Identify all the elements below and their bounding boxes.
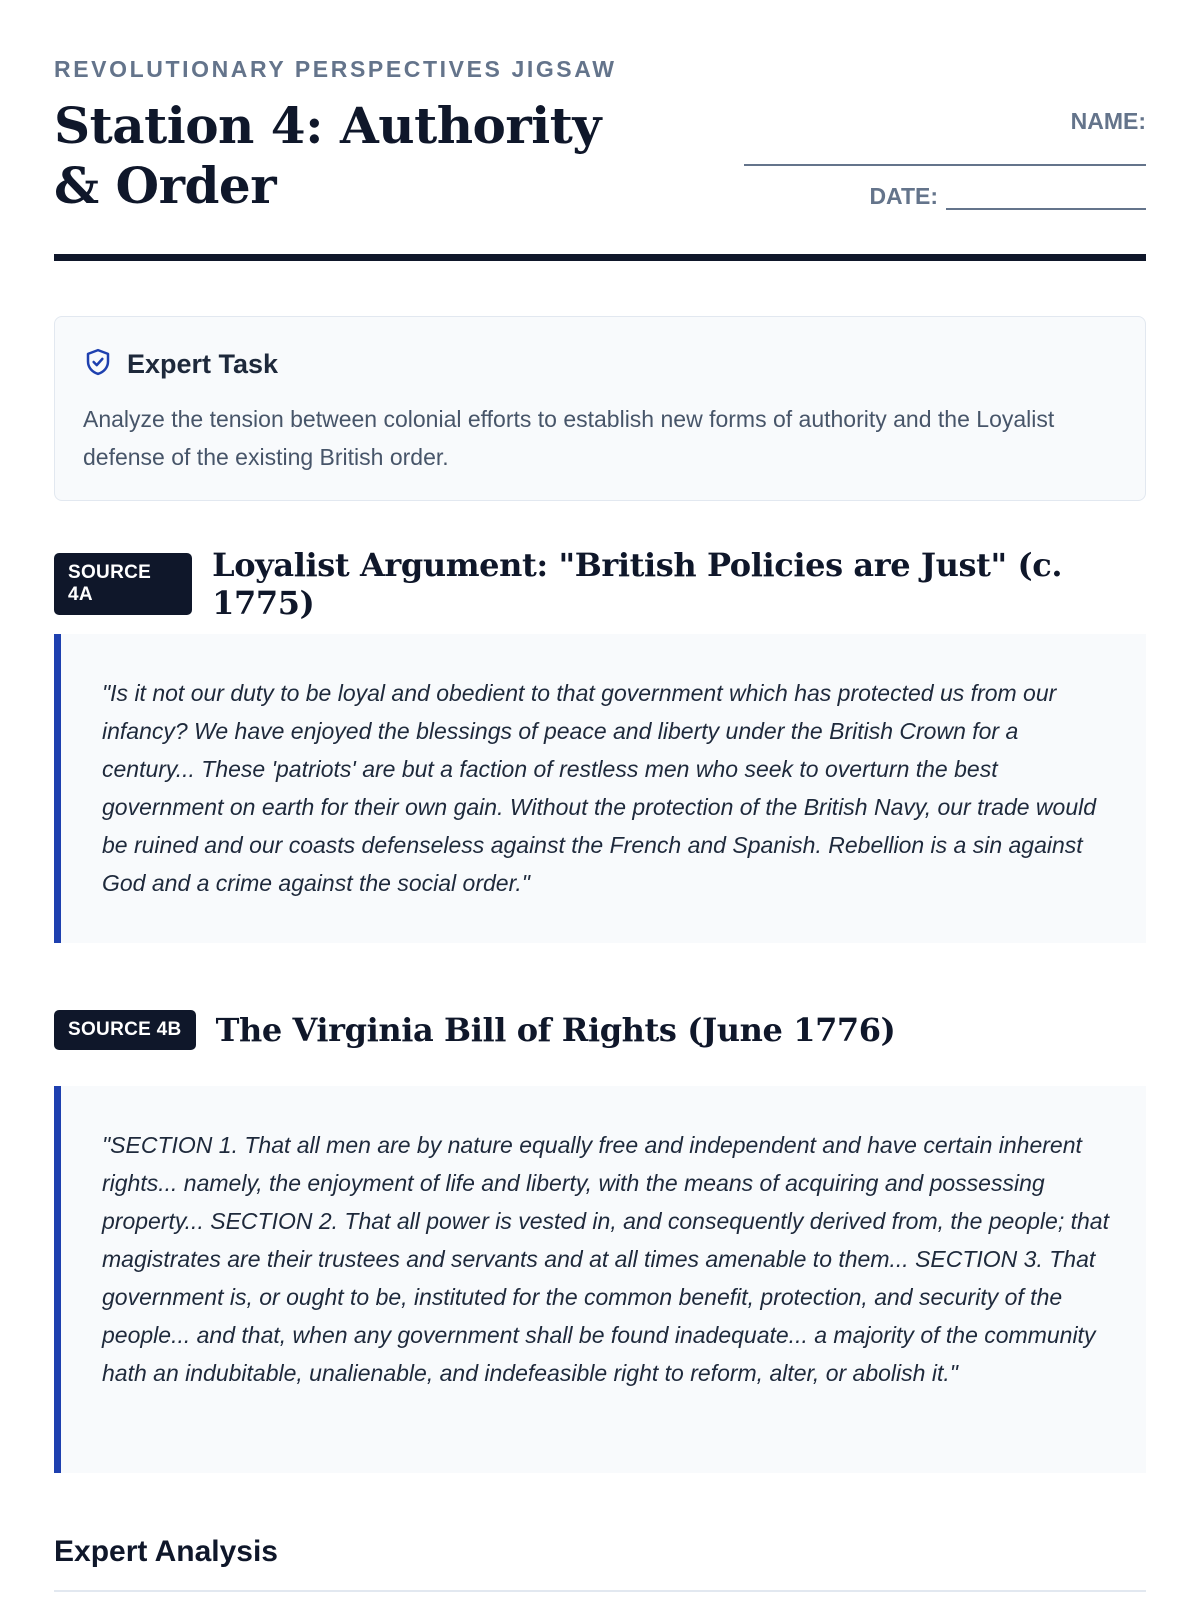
- name-label: NAME:: [1070, 108, 1146, 134]
- date-input-line[interactable]: [946, 184, 1146, 210]
- source-badge: SOURCE 4B: [54, 1010, 196, 1050]
- task-title: Expert Task: [127, 349, 279, 379]
- worksheet-series-label: REVOLUTIONARY PERSPECTIVES JIGSAW: [54, 56, 617, 82]
- analysis-heading: Expert Analysis: [54, 1535, 278, 1568]
- source-4a-header: [54, 546, 1146, 622]
- page-title: Station 4: Authority & Order: [54, 96, 601, 215]
- name-input-line[interactable]: [744, 164, 1146, 166]
- source-4b-header: [54, 1010, 1146, 1050]
- source-title: Loyalist Argument: "British Policies are Just" (c. 1775): [212, 546, 1063, 622]
- shield-check-icon: [83, 347, 113, 382]
- source-4b-quote: "SECTION 1. That all men are by nature equally free and independent and have certain inherent rights... namely, the enjoyment of life and liberty, with the means of acquiring and possessing property... SECTION 2. That all power is vested in, and consequently derived from, the people; that magistrates are their trustees and servants and at all times amenable to them... SECTION 3. That government is, or ought to be, instituted for the common benefit, protection, and security of the people... and that, when any government shall be found inadequate... a majority of the community hath an indubitable, unalienable, and indefeasible right to reform, alter, or abolish it.": [54, 1086, 1146, 1473]
- header-divider: [54, 254, 1146, 261]
- source-title: The Virginia Bill of Rights (June 1776): [215, 1011, 896, 1049]
- date-field: [869, 183, 1146, 210]
- source-4a-quote: "Is it not our duty to be loyal and obedient to that government which has protected us from our infancy? We have enjoyed the blessings of peace and liberty under the British Crown for a century... These 'patriots' are but a faction of restless men who seek to overturn the best government on earth for their own gain. Without the protection of the British Navy, our trade would be ruined and our coasts defenseless against the French and Spanish. Rebellion is a sin against God and a crime against the social order.": [54, 634, 1146, 943]
- source-badge: SOURCE 4A: [54, 553, 192, 615]
- name-field: [1071, 108, 1146, 135]
- date-label: DATE:: [869, 183, 938, 209]
- task-description: Analyze the tension between colonial efforts to establish new forms of authority and the Loyalist defense of the existing British order.: [83, 406, 1055, 470]
- expert-task-box: [54, 316, 1146, 501]
- analysis-divider: [54, 1590, 1146, 1592]
